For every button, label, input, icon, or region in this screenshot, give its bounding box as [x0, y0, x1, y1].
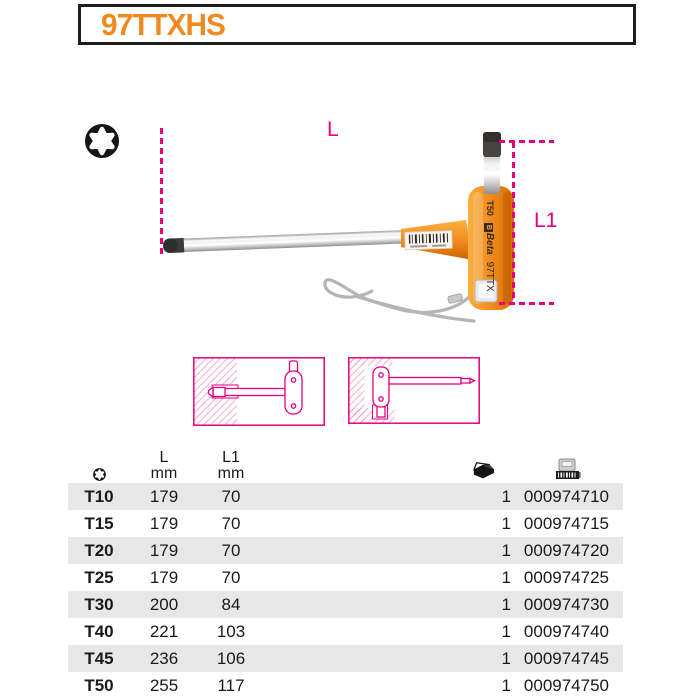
torx-icon — [92, 467, 107, 482]
l-cell: 179 — [149, 567, 179, 587]
long-shaft — [163, 229, 406, 253]
barcode-label-icon — [553, 458, 581, 482]
table-row — [68, 537, 623, 564]
qty-cell: 1 — [501, 675, 511, 695]
product-photo — [130, 110, 590, 340]
handle-model-marking: 97TTX — [484, 261, 496, 292]
l-cell: 179 — [149, 540, 179, 560]
l1-cell: 70 — [221, 567, 241, 587]
qty-cell: 1 — [501, 486, 511, 506]
size-cell: T20 — [84, 540, 114, 560]
dim-line-L1-top — [499, 140, 554, 143]
l-column-header — [130, 450, 198, 482]
dim-label-L: L — [327, 118, 339, 141]
product-code: 97TTXHS — [101, 6, 225, 42]
usage-drawing-vertical — [348, 357, 480, 424]
size-cell: T40 — [84, 621, 114, 641]
l1-label: L1 — [222, 449, 240, 466]
code-cell: 000974715 — [523, 513, 609, 533]
code-cell: 000974720 — [523, 540, 609, 560]
beta-logo-icon: B — [485, 224, 493, 230]
size-cell: T45 — [84, 648, 114, 668]
l-cell: 255 — [149, 675, 179, 695]
product-code-box — [78, 4, 636, 45]
l-cell: 179 — [149, 486, 179, 506]
l-label: L — [159, 449, 169, 466]
l1-cell: 70 — [221, 540, 241, 560]
qty-cell: 1 — [501, 648, 511, 668]
handle-size-marking: T50 — [485, 200, 495, 216]
table-row — [68, 483, 623, 510]
code-cell: 000974750 — [523, 675, 609, 695]
l1-cell: 70 — [221, 513, 241, 533]
code-cell: 000974725 — [523, 567, 609, 587]
l-unit: mm — [150, 465, 178, 482]
table-row — [68, 645, 623, 672]
dim-label-L1: L1 — [534, 209, 558, 232]
table-row — [68, 564, 623, 591]
qty-cell: 1 — [501, 513, 511, 533]
l1-cell: 70 — [221, 486, 241, 506]
table-row — [68, 510, 623, 537]
code-cell: 000974745 — [523, 648, 609, 668]
size-cell: T25 — [84, 567, 114, 587]
qty-cell: 1 — [501, 540, 511, 560]
dim-line-L1-bottom — [499, 302, 554, 305]
toolbox-icon — [470, 460, 496, 482]
size-cell: T30 — [84, 594, 114, 614]
brand-name: Beta — [484, 232, 496, 255]
l1-cell: 84 — [221, 594, 241, 614]
size-column-header — [68, 467, 130, 482]
l-cell: 200 — [149, 594, 179, 614]
l-cell: 236 — [149, 648, 179, 668]
table-row — [68, 591, 623, 618]
barcode-label-sticker — [405, 231, 453, 250]
size-table — [68, 449, 623, 699]
size-cell: T15 — [84, 513, 114, 533]
code-column-header — [511, 458, 623, 482]
table-row — [68, 672, 623, 699]
l-cell: 221 — [149, 621, 179, 641]
l1-cell: 117 — [217, 675, 245, 695]
table-header-row — [68, 449, 623, 483]
code-cell: 000974740 — [523, 621, 609, 641]
brand-logo — [485, 223, 496, 255]
handle-markings — [482, 181, 498, 311]
l1-cell: 103 — [216, 621, 246, 641]
l1-unit: mm — [217, 465, 245, 482]
qty-cell: 1 — [501, 621, 511, 641]
qty-cell: 1 — [501, 567, 511, 587]
table-row — [68, 618, 623, 645]
l-cell: 179 — [149, 513, 179, 533]
dim-line-L1-vertical — [512, 142, 515, 305]
l1-column-header — [198, 450, 264, 482]
size-cell: T10 — [84, 486, 114, 506]
usage-drawing-horizontal — [193, 357, 325, 426]
l1-cell: 106 — [216, 648, 246, 668]
qty-cell: 1 — [501, 594, 511, 614]
code-cell: 000974710 — [523, 486, 609, 506]
pack-qty-column-header — [455, 460, 511, 482]
torx-profile-icon — [82, 121, 122, 161]
size-cell: T50 — [84, 675, 114, 695]
dim-line-L-left — [160, 128, 163, 258]
code-cell: 000974730 — [523, 594, 609, 614]
